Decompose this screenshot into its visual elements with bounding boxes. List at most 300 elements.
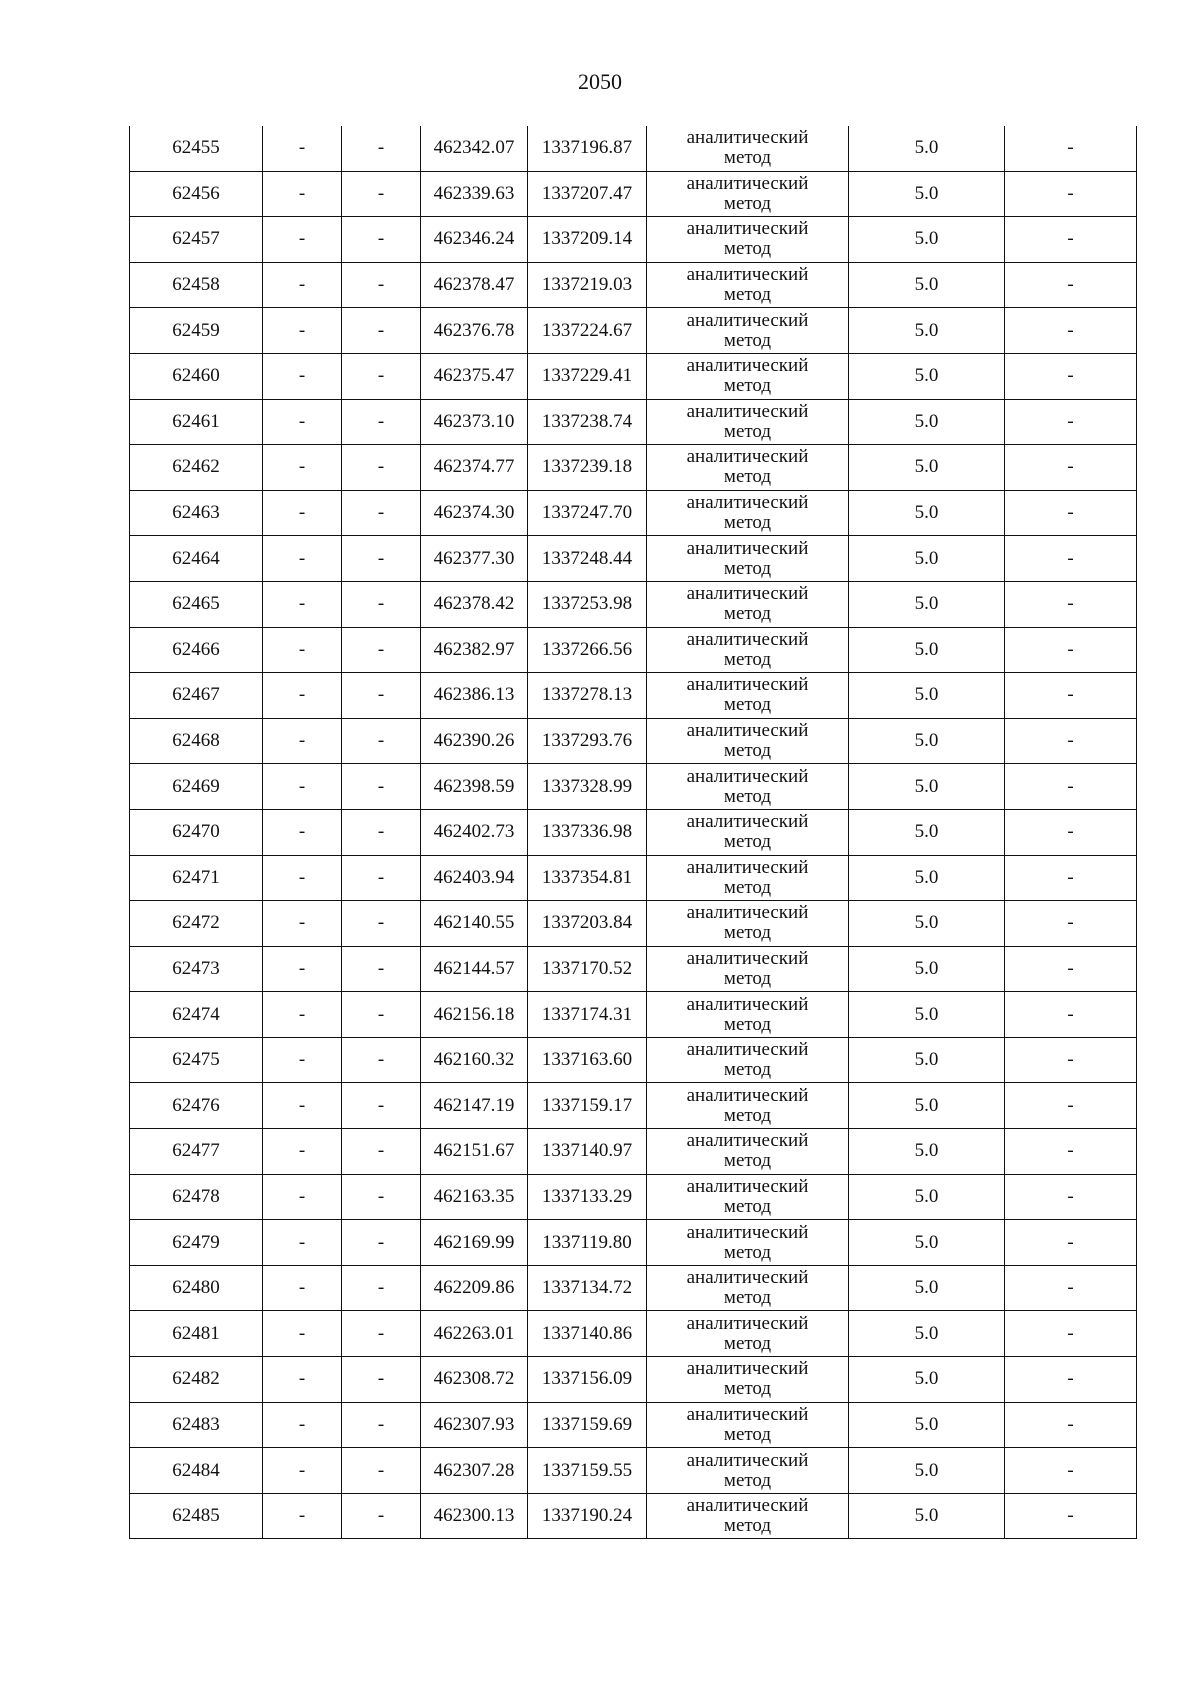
empty-dash-cell: - [1005, 764, 1137, 810]
table-row [130, 399, 1137, 445]
x-coordinate-cell: 462377.30 [421, 536, 528, 582]
method-cell [647, 1083, 849, 1129]
method-line-1: аналитический [686, 1175, 809, 1197]
method-line-2: метод [723, 238, 772, 260]
method-line-2: метод [723, 375, 772, 397]
y-coordinate-cell: 1337203.84 [528, 901, 647, 947]
y-coordinate-cell: 1337163.60 [528, 1037, 647, 1083]
x-coordinate-cell: 462373.10 [421, 399, 528, 445]
empty-dash-cell: - [342, 1037, 421, 1083]
empty-dash-cell: - [1005, 171, 1137, 217]
x-coordinate-cell: 462140.55 [421, 901, 528, 947]
empty-dash-cell: - [1005, 490, 1137, 536]
empty-dash-cell: - [263, 1129, 342, 1175]
empty-dash-cell: - [342, 718, 421, 764]
method-line-1: аналитический [686, 993, 809, 1015]
y-coordinate-cell: 1337248.44 [528, 536, 647, 582]
empty-dash-cell: - [342, 901, 421, 947]
y-coordinate-cell: 1337238.74 [528, 399, 647, 445]
x-coordinate-cell: 462209.86 [421, 1265, 528, 1311]
table-row [130, 536, 1137, 582]
accuracy-cell: 5.0 [849, 308, 1005, 354]
method-line-2: метод [723, 420, 772, 442]
accuracy-cell: 5.0 [849, 1493, 1005, 1539]
method-line-2: метод [723, 1469, 772, 1491]
method-line-2: метод [723, 694, 772, 716]
accuracy-cell: 5.0 [849, 1129, 1005, 1175]
point-number-cell: 62467 [130, 673, 263, 719]
method-cell [647, 809, 849, 855]
method-cell [647, 1402, 849, 1448]
empty-dash-cell: - [342, 809, 421, 855]
y-coordinate-cell: 1337229.41 [528, 353, 647, 399]
empty-dash-cell: - [263, 1448, 342, 1494]
empty-dash-cell: - [342, 353, 421, 399]
table-row [130, 1129, 1137, 1175]
empty-dash-cell: - [263, 445, 342, 491]
method-line-2: метод [723, 603, 772, 625]
y-coordinate-cell: 1337336.98 [528, 809, 647, 855]
method-cell [647, 581, 849, 627]
y-coordinate-cell: 1337140.86 [528, 1311, 647, 1357]
table-row [130, 1311, 1137, 1357]
method-line-1: аналитический [686, 1221, 809, 1243]
empty-dash-cell: - [1005, 1129, 1137, 1175]
empty-dash-cell: - [263, 627, 342, 673]
empty-dash-cell: - [1005, 445, 1137, 491]
accuracy-cell: 5.0 [849, 1220, 1005, 1266]
accuracy-cell: 5.0 [849, 399, 1005, 445]
point-number-cell: 62471 [130, 855, 263, 901]
empty-dash-cell: - [1005, 1083, 1137, 1129]
empty-dash-cell: - [263, 718, 342, 764]
table-row [130, 901, 1137, 947]
method-cell [647, 1357, 849, 1403]
y-coordinate-cell: 1337239.18 [528, 445, 647, 491]
empty-dash-cell: - [1005, 992, 1137, 1038]
x-coordinate-cell: 462376.78 [421, 308, 528, 354]
table-row [130, 1037, 1137, 1083]
empty-dash-cell: - [1005, 536, 1137, 582]
point-number-cell: 62473 [130, 946, 263, 992]
y-coordinate-cell: 1337247.70 [528, 490, 647, 536]
method-line-2: метод [723, 1515, 772, 1537]
empty-dash-cell: - [342, 992, 421, 1038]
point-number-cell: 62459 [130, 308, 263, 354]
point-number-cell: 62460 [130, 353, 263, 399]
x-coordinate-cell: 462386.13 [421, 673, 528, 719]
empty-dash-cell: - [342, 764, 421, 810]
method-line-2: метод [723, 1150, 772, 1172]
empty-dash-cell: - [263, 855, 342, 901]
method-line-2: метод [723, 512, 772, 534]
method-cell [647, 764, 849, 810]
empty-dash-cell: - [342, 490, 421, 536]
method-line-1: аналитический [686, 492, 809, 514]
method-line-1: аналитический [686, 720, 809, 742]
method-line-1: аналитический [686, 1449, 809, 1471]
point-number-cell: 62476 [130, 1083, 263, 1129]
method-cell [647, 308, 849, 354]
empty-dash-cell: - [263, 126, 342, 171]
method-cell [647, 901, 849, 947]
y-coordinate-cell: 1337170.52 [528, 946, 647, 992]
empty-dash-cell: - [342, 399, 421, 445]
empty-dash-cell: - [1005, 673, 1137, 719]
empty-dash-cell: - [1005, 627, 1137, 673]
empty-dash-cell: - [1005, 809, 1137, 855]
method-line-1: аналитический [686, 218, 809, 240]
point-number-cell: 62458 [130, 262, 263, 308]
method-cell [647, 490, 849, 536]
x-coordinate-cell: 462160.32 [421, 1037, 528, 1083]
point-number-cell: 62485 [130, 1493, 263, 1539]
accuracy-cell: 5.0 [849, 126, 1005, 171]
accuracy-cell: 5.0 [849, 992, 1005, 1038]
accuracy-cell: 5.0 [849, 1083, 1005, 1129]
empty-dash-cell: - [1005, 1037, 1137, 1083]
empty-dash-cell: - [263, 992, 342, 1038]
method-line-2: метод [723, 967, 772, 989]
empty-dash-cell: - [263, 1265, 342, 1311]
method-line-2: метод [723, 1287, 772, 1309]
empty-dash-cell: - [342, 1265, 421, 1311]
y-coordinate-cell: 1337159.55 [528, 1448, 647, 1494]
empty-dash-cell: - [263, 581, 342, 627]
empty-dash-cell: - [342, 1357, 421, 1403]
method-line-2: метод [723, 922, 772, 944]
point-number-cell: 62455 [130, 126, 263, 171]
point-number-cell: 62472 [130, 901, 263, 947]
method-line-2: метод [723, 147, 772, 169]
y-coordinate-cell: 1337159.17 [528, 1083, 647, 1129]
empty-dash-cell: - [263, 1402, 342, 1448]
empty-dash-cell: - [263, 809, 342, 855]
accuracy-cell: 5.0 [849, 1265, 1005, 1311]
table-row [130, 855, 1137, 901]
empty-dash-cell: - [1005, 946, 1137, 992]
accuracy-cell: 5.0 [849, 1357, 1005, 1403]
point-number-cell: 62480 [130, 1265, 263, 1311]
table-row [130, 353, 1137, 399]
method-line-2: метод [723, 1423, 772, 1445]
empty-dash-cell: - [1005, 1493, 1137, 1539]
empty-dash-cell: - [263, 1311, 342, 1357]
method-line-2: метод [723, 1104, 772, 1126]
empty-dash-cell: - [1005, 217, 1137, 263]
point-number-cell: 62470 [130, 809, 263, 855]
table-row [130, 490, 1137, 536]
y-coordinate-cell: 1337328.99 [528, 764, 647, 810]
table-row [130, 308, 1137, 354]
empty-dash-cell: - [263, 171, 342, 217]
empty-dash-cell: - [342, 445, 421, 491]
method-line-1: аналитический [686, 674, 809, 696]
method-line-1: аналитический [686, 1312, 809, 1334]
method-cell [647, 1129, 849, 1175]
empty-dash-cell: - [1005, 1448, 1137, 1494]
point-number-cell: 62461 [130, 399, 263, 445]
table-row [130, 1357, 1137, 1403]
empty-dash-cell: - [1005, 855, 1137, 901]
point-number-cell: 62481 [130, 1311, 263, 1357]
accuracy-cell: 5.0 [849, 445, 1005, 491]
method-line-1: аналитический [686, 400, 809, 422]
point-number-cell: 62483 [130, 1402, 263, 1448]
method-line-2: метод [723, 785, 772, 807]
method-line-1: аналитический [686, 765, 809, 787]
empty-dash-cell: - [342, 1220, 421, 1266]
point-number-cell: 62466 [130, 627, 263, 673]
table-row [130, 1174, 1137, 1220]
accuracy-cell: 5.0 [849, 536, 1005, 582]
y-coordinate-cell: 1337224.67 [528, 308, 647, 354]
empty-dash-cell: - [263, 1357, 342, 1403]
accuracy-cell: 5.0 [849, 1037, 1005, 1083]
point-number-cell: 62464 [130, 536, 263, 582]
y-coordinate-cell: 1337196.87 [528, 126, 647, 171]
y-coordinate-cell: 1337266.56 [528, 627, 647, 673]
method-line-1: аналитический [686, 811, 809, 833]
method-line-2: метод [723, 329, 772, 351]
x-coordinate-cell: 462378.47 [421, 262, 528, 308]
empty-dash-cell: - [263, 1037, 342, 1083]
method-line-2: метод [723, 831, 772, 853]
table-row [130, 764, 1137, 810]
empty-dash-cell: - [342, 1083, 421, 1129]
empty-dash-cell: - [263, 490, 342, 536]
table-row [130, 1402, 1137, 1448]
x-coordinate-cell: 462163.35 [421, 1174, 528, 1220]
accuracy-cell: 5.0 [849, 809, 1005, 855]
table-row [130, 126, 1137, 171]
x-coordinate-cell: 462346.24 [421, 217, 528, 263]
method-cell [647, 1448, 849, 1494]
y-coordinate-cell: 1337156.09 [528, 1357, 647, 1403]
table-row [130, 946, 1137, 992]
accuracy-cell: 5.0 [849, 262, 1005, 308]
table-body [130, 126, 1137, 1539]
method-line-1: аналитический [686, 856, 809, 878]
method-line-1: аналитический [686, 127, 809, 149]
empty-dash-cell: - [1005, 1220, 1137, 1266]
table-row [130, 445, 1137, 491]
empty-dash-cell: - [263, 901, 342, 947]
point-number-cell: 62482 [130, 1357, 263, 1403]
accuracy-cell: 5.0 [849, 673, 1005, 719]
point-number-cell: 62465 [130, 581, 263, 627]
empty-dash-cell: - [1005, 1174, 1137, 1220]
y-coordinate-cell: 1337209.14 [528, 217, 647, 263]
table-row [130, 581, 1137, 627]
empty-dash-cell: - [342, 1493, 421, 1539]
x-coordinate-cell: 462402.73 [421, 809, 528, 855]
method-line-1: аналитический [686, 1495, 809, 1517]
empty-dash-cell: - [263, 946, 342, 992]
empty-dash-cell: - [1005, 1402, 1137, 1448]
method-cell [647, 353, 849, 399]
empty-dash-cell: - [342, 171, 421, 217]
y-coordinate-cell: 1337174.31 [528, 992, 647, 1038]
empty-dash-cell: - [1005, 581, 1137, 627]
x-coordinate-cell: 462398.59 [421, 764, 528, 810]
empty-dash-cell: - [1005, 353, 1137, 399]
method-line-2: метод [723, 876, 772, 898]
method-line-1: аналитический [686, 628, 809, 650]
table-row [130, 1493, 1137, 1539]
empty-dash-cell: - [263, 399, 342, 445]
y-coordinate-cell: 1337119.80 [528, 1220, 647, 1266]
coordinates-table [129, 126, 1137, 1539]
accuracy-cell: 5.0 [849, 718, 1005, 764]
table-row [130, 992, 1137, 1038]
point-number-cell: 62468 [130, 718, 263, 764]
method-cell [647, 1311, 849, 1357]
x-coordinate-cell: 462308.72 [421, 1357, 528, 1403]
table-row [130, 627, 1137, 673]
x-coordinate-cell: 462339.63 [421, 171, 528, 217]
method-cell [647, 217, 849, 263]
empty-dash-cell: - [1005, 901, 1137, 947]
method-line-1: аналитический [686, 1039, 809, 1061]
empty-dash-cell: - [1005, 1265, 1137, 1311]
method-cell [647, 1493, 849, 1539]
point-number-cell: 62474 [130, 992, 263, 1038]
empty-dash-cell: - [263, 217, 342, 263]
method-line-1: аналитический [686, 1358, 809, 1380]
method-line-2: метод [723, 1195, 772, 1217]
table-row [130, 718, 1137, 764]
empty-dash-cell: - [263, 536, 342, 582]
method-line-2: метод [723, 648, 772, 670]
method-cell [647, 855, 849, 901]
point-number-cell: 62457 [130, 217, 263, 263]
empty-dash-cell: - [1005, 718, 1137, 764]
method-cell [647, 718, 849, 764]
empty-dash-cell: - [342, 308, 421, 354]
point-number-cell: 62475 [130, 1037, 263, 1083]
method-line-2: метод [723, 1378, 772, 1400]
method-cell [647, 673, 849, 719]
method-cell [647, 946, 849, 992]
method-line-1: аналитический [686, 309, 809, 331]
accuracy-cell: 5.0 [849, 581, 1005, 627]
method-line-1: аналитический [686, 172, 809, 194]
accuracy-cell: 5.0 [849, 353, 1005, 399]
method-line-1: аналитический [686, 902, 809, 924]
accuracy-cell: 5.0 [849, 855, 1005, 901]
method-line-1: аналитический [686, 947, 809, 969]
method-line-1: аналитический [686, 583, 809, 605]
x-coordinate-cell: 462169.99 [421, 1220, 528, 1266]
table-row [130, 1265, 1137, 1311]
y-coordinate-cell: 1337278.13 [528, 673, 647, 719]
empty-dash-cell: - [342, 1311, 421, 1357]
x-coordinate-cell: 462300.13 [421, 1493, 528, 1539]
method-cell [647, 126, 849, 171]
method-cell [647, 262, 849, 308]
empty-dash-cell: - [342, 1129, 421, 1175]
x-coordinate-cell: 462156.18 [421, 992, 528, 1038]
method-line-1: аналитический [686, 1130, 809, 1152]
x-coordinate-cell: 462403.94 [421, 855, 528, 901]
y-coordinate-cell: 1337293.76 [528, 718, 647, 764]
method-line-2: метод [723, 740, 772, 762]
table-row [130, 1448, 1137, 1494]
y-coordinate-cell: 1337133.29 [528, 1174, 647, 1220]
x-coordinate-cell: 462151.67 [421, 1129, 528, 1175]
table-row [130, 171, 1137, 217]
method-line-2: метод [723, 466, 772, 488]
x-coordinate-cell: 462307.28 [421, 1448, 528, 1494]
y-coordinate-cell: 1337159.69 [528, 1402, 647, 1448]
method-cell [647, 627, 849, 673]
empty-dash-cell: - [342, 536, 421, 582]
empty-dash-cell: - [263, 673, 342, 719]
method-line-1: аналитический [686, 537, 809, 559]
empty-dash-cell: - [342, 126, 421, 171]
method-line-2: метод [723, 1059, 772, 1081]
method-line-1: аналитический [686, 264, 809, 286]
x-coordinate-cell: 462374.77 [421, 445, 528, 491]
y-coordinate-cell: 1337253.98 [528, 581, 647, 627]
table-row [130, 217, 1137, 263]
point-number-cell: 62477 [130, 1129, 263, 1175]
method-cell [647, 1220, 849, 1266]
method-cell [647, 445, 849, 491]
empty-dash-cell: - [263, 353, 342, 399]
table-row [130, 1220, 1137, 1266]
empty-dash-cell: - [1005, 126, 1137, 171]
method-cell [647, 1037, 849, 1083]
point-number-cell: 62478 [130, 1174, 263, 1220]
x-coordinate-cell: 462263.01 [421, 1311, 528, 1357]
method-cell [647, 1265, 849, 1311]
x-coordinate-cell: 462378.42 [421, 581, 528, 627]
empty-dash-cell: - [263, 1493, 342, 1539]
method-cell [647, 1174, 849, 1220]
empty-dash-cell: - [342, 217, 421, 263]
point-number-cell: 62463 [130, 490, 263, 536]
empty-dash-cell: - [263, 262, 342, 308]
method-cell [647, 992, 849, 1038]
accuracy-cell: 5.0 [849, 217, 1005, 263]
x-coordinate-cell: 462382.97 [421, 627, 528, 673]
empty-dash-cell: - [1005, 1357, 1137, 1403]
empty-dash-cell: - [263, 1174, 342, 1220]
table-row [130, 809, 1137, 855]
y-coordinate-cell: 1337354.81 [528, 855, 647, 901]
empty-dash-cell: - [342, 855, 421, 901]
method-line-2: метод [723, 1332, 772, 1354]
empty-dash-cell: - [342, 1402, 421, 1448]
x-coordinate-cell: 462147.19 [421, 1083, 528, 1129]
y-coordinate-cell: 1337207.47 [528, 171, 647, 217]
method-line-1: аналитический [686, 355, 809, 377]
empty-dash-cell: - [342, 1448, 421, 1494]
y-coordinate-cell: 1337140.97 [528, 1129, 647, 1175]
accuracy-cell: 5.0 [849, 1402, 1005, 1448]
empty-dash-cell: - [1005, 262, 1137, 308]
method-cell [647, 171, 849, 217]
method-line-1: аналитический [686, 1403, 809, 1425]
method-line-1: аналитический [686, 446, 809, 468]
method-line-2: метод [723, 557, 772, 579]
empty-dash-cell: - [342, 673, 421, 719]
empty-dash-cell: - [342, 946, 421, 992]
x-coordinate-cell: 462307.93 [421, 1402, 528, 1448]
accuracy-cell: 5.0 [849, 1311, 1005, 1357]
